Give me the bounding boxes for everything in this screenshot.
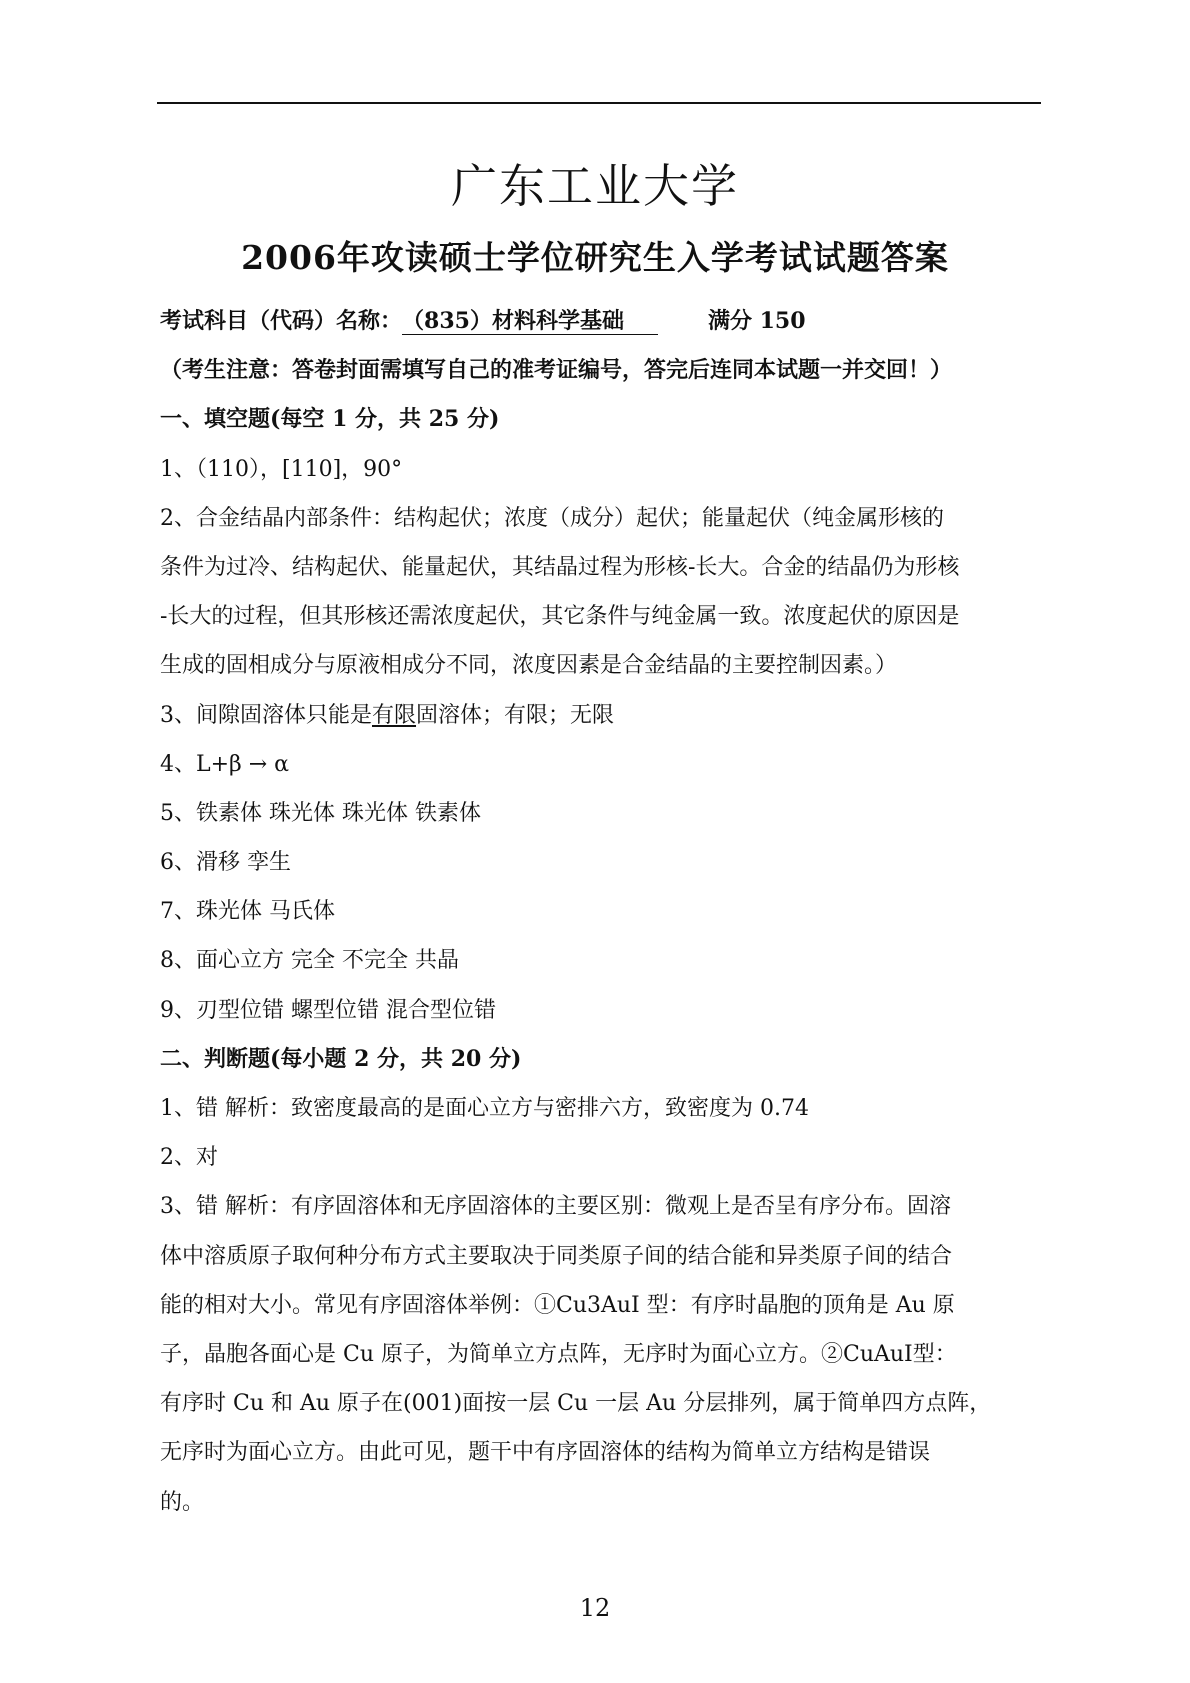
- answer-line-item3: [160, 691, 1042, 740]
- exam-answer-subtitle: 2006年攻读硕士学位研究生入学考试试题答案: [241, 238, 949, 277]
- subject-label: 考试科目（代码）名称：: [160, 308, 403, 334]
- answer-line: 无序时为面心立方。由此可见，题干中有序固溶体的结构为简单立方结构是错误: [160, 1440, 931, 1466]
- document-body: [160, 297, 1042, 1527]
- answer-line: 5、铁素体 珠光体 珠光体 铁素体: [160, 800, 481, 826]
- answer-line: 4、L+β → α: [160, 751, 290, 777]
- answer-line: 有序时 Cu 和 Au 原子在(001)面按一层 Cu 一层 Au 分层排列，属于简单四方点阵，: [160, 1391, 992, 1417]
- answer-line: 体中溶质原子取何种分布方式主要取决于同类原子间的结合能和异类原子间的结合: [160, 1243, 953, 1269]
- answer-line: 6、滑移 孪生: [160, 850, 291, 876]
- subject-name: （835）材料科学基础: [402, 308, 658, 335]
- answer-line: 1、（110），[110]，90°: [160, 456, 403, 482]
- university-title: 广东工业大学: [451, 159, 739, 213]
- candidate-notice: （考生注意：答卷封面需填写自己的准考证编号，答完后连同本试题一并交回！）: [160, 357, 953, 384]
- answer-line: 2、对: [160, 1145, 218, 1171]
- header-rule: [157, 102, 1041, 104]
- page-number: 12: [579, 1594, 611, 1622]
- answer-line: 子，晶胞各面心是 Cu 原子，为简单立方点阵，无序时为面心立方。②CuAuⅠ型：: [160, 1341, 957, 1367]
- answer-line: 的。: [160, 1489, 205, 1515]
- answer-line: 1、错 解析：致密度最高的是面心立方与密排六方，致密度为 0.74: [160, 1096, 809, 1121]
- item3-suffix: 固溶体；有限；无限: [416, 702, 615, 728]
- answer-line: -长大的过程，但其形核还需浓度起伏，其它条件与纯金属一致。浓度起伏的原因是: [160, 604, 960, 630]
- answer-line: 能的相对大小。常见有序固溶体举例：①Cu3AuI 型：有序时晶胞的顶角是 Au 原: [160, 1292, 955, 1318]
- answer-line: 9、刃型位错 螺型位错 混合型位错: [160, 997, 496, 1023]
- answer-line: 3、错 解析：有序固溶体和无序固溶体的主要区别：微观上是否呈有序分布。固溶: [160, 1194, 951, 1220]
- answer-line: 条件为过冷、结构起伏、能量起伏，其结晶过程为形核-长大。合金的结晶仍为形核: [160, 554, 960, 580]
- item3-underlined: 有限: [372, 702, 417, 728]
- exam-subject-line: [160, 297, 1042, 346]
- answer-line: 生成的固相成分与原液相成分不同，浓度因素是合金结晶的主要控制因素。）: [160, 653, 898, 679]
- answer-line: 8、面心立方 完全 不完全 共晶: [160, 948, 459, 974]
- section-heading-fill-in: 一、填空题(每空 1 分，共 25 分): [160, 406, 500, 433]
- section-heading-true-false: 二、判断题(每小题 2 分，共 20 分): [160, 1045, 522, 1072]
- item3-prefix: 3、间隙固溶体只能是: [160, 702, 372, 728]
- full-score: 满分 150: [707, 308, 806, 334]
- answer-line: 7、珠光体 马氏体: [160, 899, 335, 925]
- answer-line: 2、合金结晶内部条件：结构起伏；浓度（成分）起伏；能量起伏（纯金属形核的: [160, 505, 944, 531]
